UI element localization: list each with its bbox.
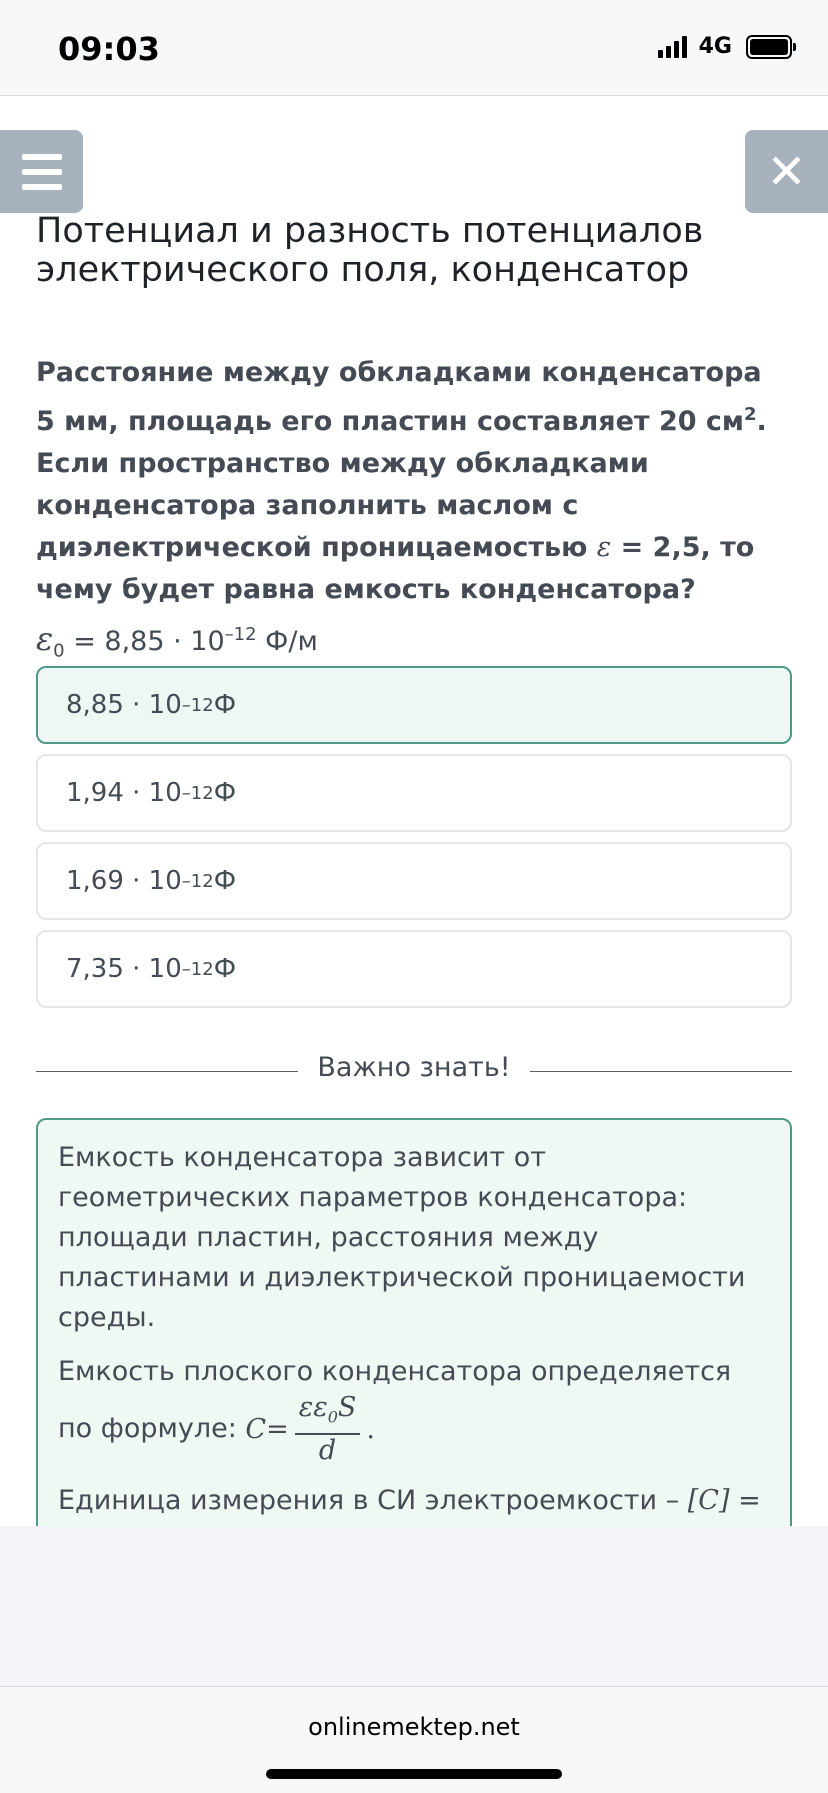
status-bar — [0, 0, 828, 96]
browser-footer — [0, 1686, 828, 1793]
home-indicator[interactable] — [266, 1769, 562, 1779]
question-text: Расстояние между обкладками конденсатора 5 мм, площадь его пластин составляет 20 $см^2$. Если пространство между обкладками конденсатора заполнить маслом с диэлектрической проницаемостью ε = 2,5, то чему будет равна емкость конденсатора? — [36, 357, 767, 605]
close-icon: ✕ — [766, 143, 807, 200]
capacitance-formula: C = $\frac{\varepsilon\varepsilon_0S}{d}$ . — [245, 1392, 375, 1467]
info-paragraph: Емкость конденсатора зависит от геометрических параметров конденсатора: площади пластин, расстояния между пластинами и диэлектрической проницаемости среды. — [58, 1142, 746, 1333]
unit-paragraph: Единица измерения в СИ электроемкости – [C] = — [58, 1485, 761, 1517]
formula-fraction: $\frac{\varepsilon\varepsilon_0S}{d}$ — [295, 1392, 361, 1467]
battery-icon — [746, 35, 792, 59]
answer-option-1[interactable]: 8,85 · 10 –12 Ф — [36, 666, 792, 744]
answer-option-3[interactable]: 1,69 · 10 –12 Ф — [36, 842, 792, 920]
epsilon-symbol: ε — [596, 532, 612, 563]
answer-options — [36, 666, 792, 1018]
status-indicators — [658, 34, 792, 59]
empty-area — [0, 1526, 828, 1686]
signal-icon — [658, 36, 687, 58]
formula-paragraph: Емкость плоского конденсатора определяется по формуле: C = $\frac{\varepsilon\varepsilon_0S}{d}$ . — [58, 1356, 732, 1467]
answer-option-4[interactable]: 7,35 · 10 –12 Ф — [36, 930, 792, 1008]
url-label[interactable]: onlinemektep.net — [308, 1713, 520, 1741]
hamburger-icon — [22, 154, 62, 160]
divider-label: Важно знать! — [317, 1052, 511, 1083]
menu-button[interactable] — [0, 130, 83, 213]
close-button[interactable] — [745, 130, 828, 213]
page-title: Потенциал и разность потенциалов электрического поля, конденсатор — [36, 211, 704, 290]
epsilon-constant: $\varepsilon_0 = 8,85 \cdot 10^{-12}$ Ф/м — [36, 620, 318, 662]
network-type: 4G — [698, 34, 732, 59]
important-divider — [36, 1052, 792, 1092]
answer-option-2[interactable]: 1,94 · 10 –12 Ф — [36, 754, 792, 832]
status-time: 09:03 — [58, 30, 160, 68]
info-box — [36, 1118, 792, 1528]
